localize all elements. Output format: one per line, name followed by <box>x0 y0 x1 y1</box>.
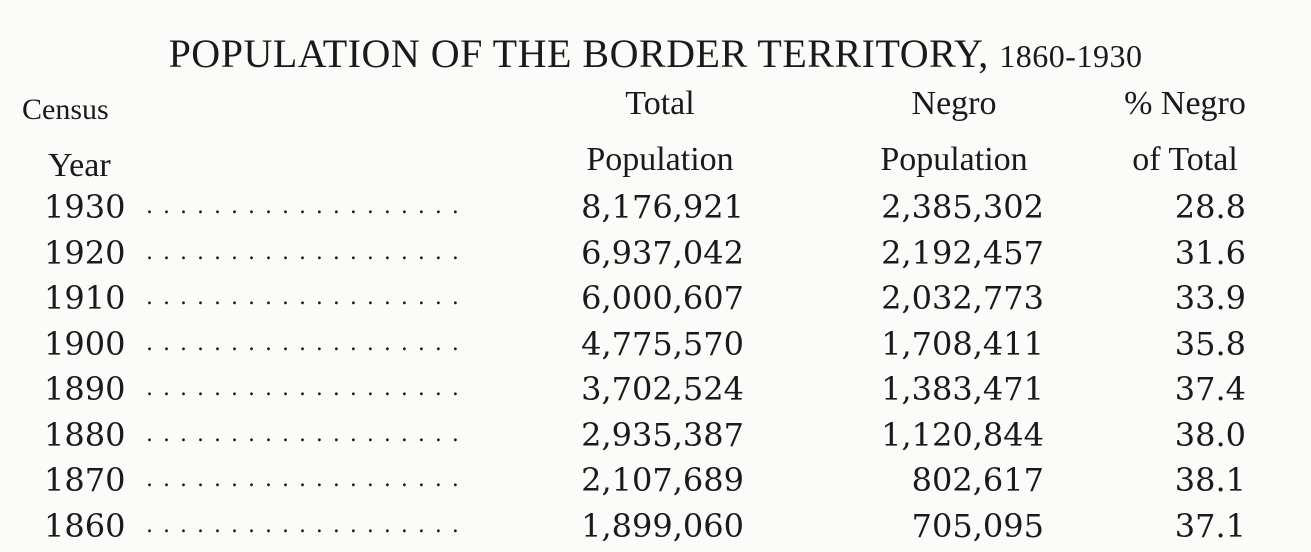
header-negro-population-line2: Population <box>880 141 1028 178</box>
total-population-cell: 3,702,524 <box>581 370 744 408</box>
total-population-cell: 2,935,387 <box>581 415 744 454</box>
table-body <box>0 184 1311 548</box>
dot-leader: ................... <box>146 239 469 265</box>
table-title-years: 1860-1930 <box>999 38 1143 74</box>
header-census-year <box>22 82 111 194</box>
header-total-population-line2: Population <box>586 141 734 178</box>
percent-negro-cell: 38.0 <box>1174 415 1246 454</box>
total-population-cell: 2,107,689 <box>581 461 744 499</box>
year-cell: 1910 <box>44 279 126 317</box>
percent-negro-cell: 37.4 <box>1174 370 1246 408</box>
percent-negro-cell: 33.9 <box>1174 279 1246 317</box>
percent-negro-cell: 31.6 <box>1174 233 1246 272</box>
table-row <box>0 503 1311 549</box>
year-cell: 1900 <box>44 324 126 363</box>
dot-leader: ................... <box>146 421 469 447</box>
table-row <box>0 275 1311 321</box>
year-cell: 1920 <box>44 233 126 272</box>
total-population-cell: 6,000,607 <box>581 279 744 317</box>
header-census-year-line2: Year <box>48 147 111 184</box>
header-census-year-line1: Census <box>22 93 109 126</box>
table-row <box>0 366 1311 412</box>
negro-population-cell: 802,617 <box>911 461 1044 499</box>
header-percent-negro-line2: of Total <box>1132 141 1238 178</box>
percent-negro-cell: 28.8 <box>1174 188 1246 226</box>
negro-population-cell: 705,095 <box>911 506 1044 545</box>
year-cell: 1860 <box>44 506 126 545</box>
negro-population-cell: 1,120,844 <box>881 415 1044 454</box>
table-title-main: POPULATION OF THE BORDER TERRITORY, <box>168 31 989 76</box>
table-row <box>0 184 1311 230</box>
year-cell: 1880 <box>44 415 126 454</box>
header-negro-population <box>862 76 1046 188</box>
table-row <box>0 412 1311 458</box>
table-row <box>0 457 1311 503</box>
negro-population-cell: 2,032,773 <box>881 279 1044 317</box>
header-negro-population-line1: Negro <box>911 85 997 122</box>
header-total-population <box>568 76 752 188</box>
table-row <box>0 230 1311 276</box>
header-percent-negro <box>1100 76 1270 188</box>
negro-population-cell: 1,708,411 <box>881 324 1044 363</box>
dot-leader: ................... <box>146 376 469 401</box>
negro-population-cell: 2,385,302 <box>881 188 1044 226</box>
dot-leader: ................... <box>146 512 469 538</box>
table-row <box>0 321 1311 367</box>
percent-negro-cell: 37.1 <box>1174 506 1246 545</box>
year-cell: 1930 <box>44 188 126 226</box>
percent-negro-cell: 38.1 <box>1174 461 1246 499</box>
year-cell: 1890 <box>44 370 126 408</box>
dot-leader: ................... <box>146 285 469 310</box>
negro-population-cell: 1,383,471 <box>881 370 1044 408</box>
year-cell: 1870 <box>44 461 126 499</box>
percent-negro-cell: 35.8 <box>1174 324 1246 363</box>
negro-population-cell: 2,192,457 <box>881 233 1044 272</box>
dot-leader: ................... <box>146 330 469 356</box>
total-population-cell: 4,775,570 <box>581 324 744 363</box>
total-population-cell: 1,899,060 <box>581 506 744 545</box>
dot-leader: ................... <box>146 194 469 219</box>
header-total-population-line1: Total <box>625 85 695 122</box>
header-percent-negro-line1: % Negro <box>1124 85 1246 122</box>
dot-leader: ................... <box>146 467 469 492</box>
total-population-cell: 6,937,042 <box>581 233 744 272</box>
table-title <box>0 30 1311 77</box>
total-population-cell: 8,176,921 <box>581 188 744 226</box>
